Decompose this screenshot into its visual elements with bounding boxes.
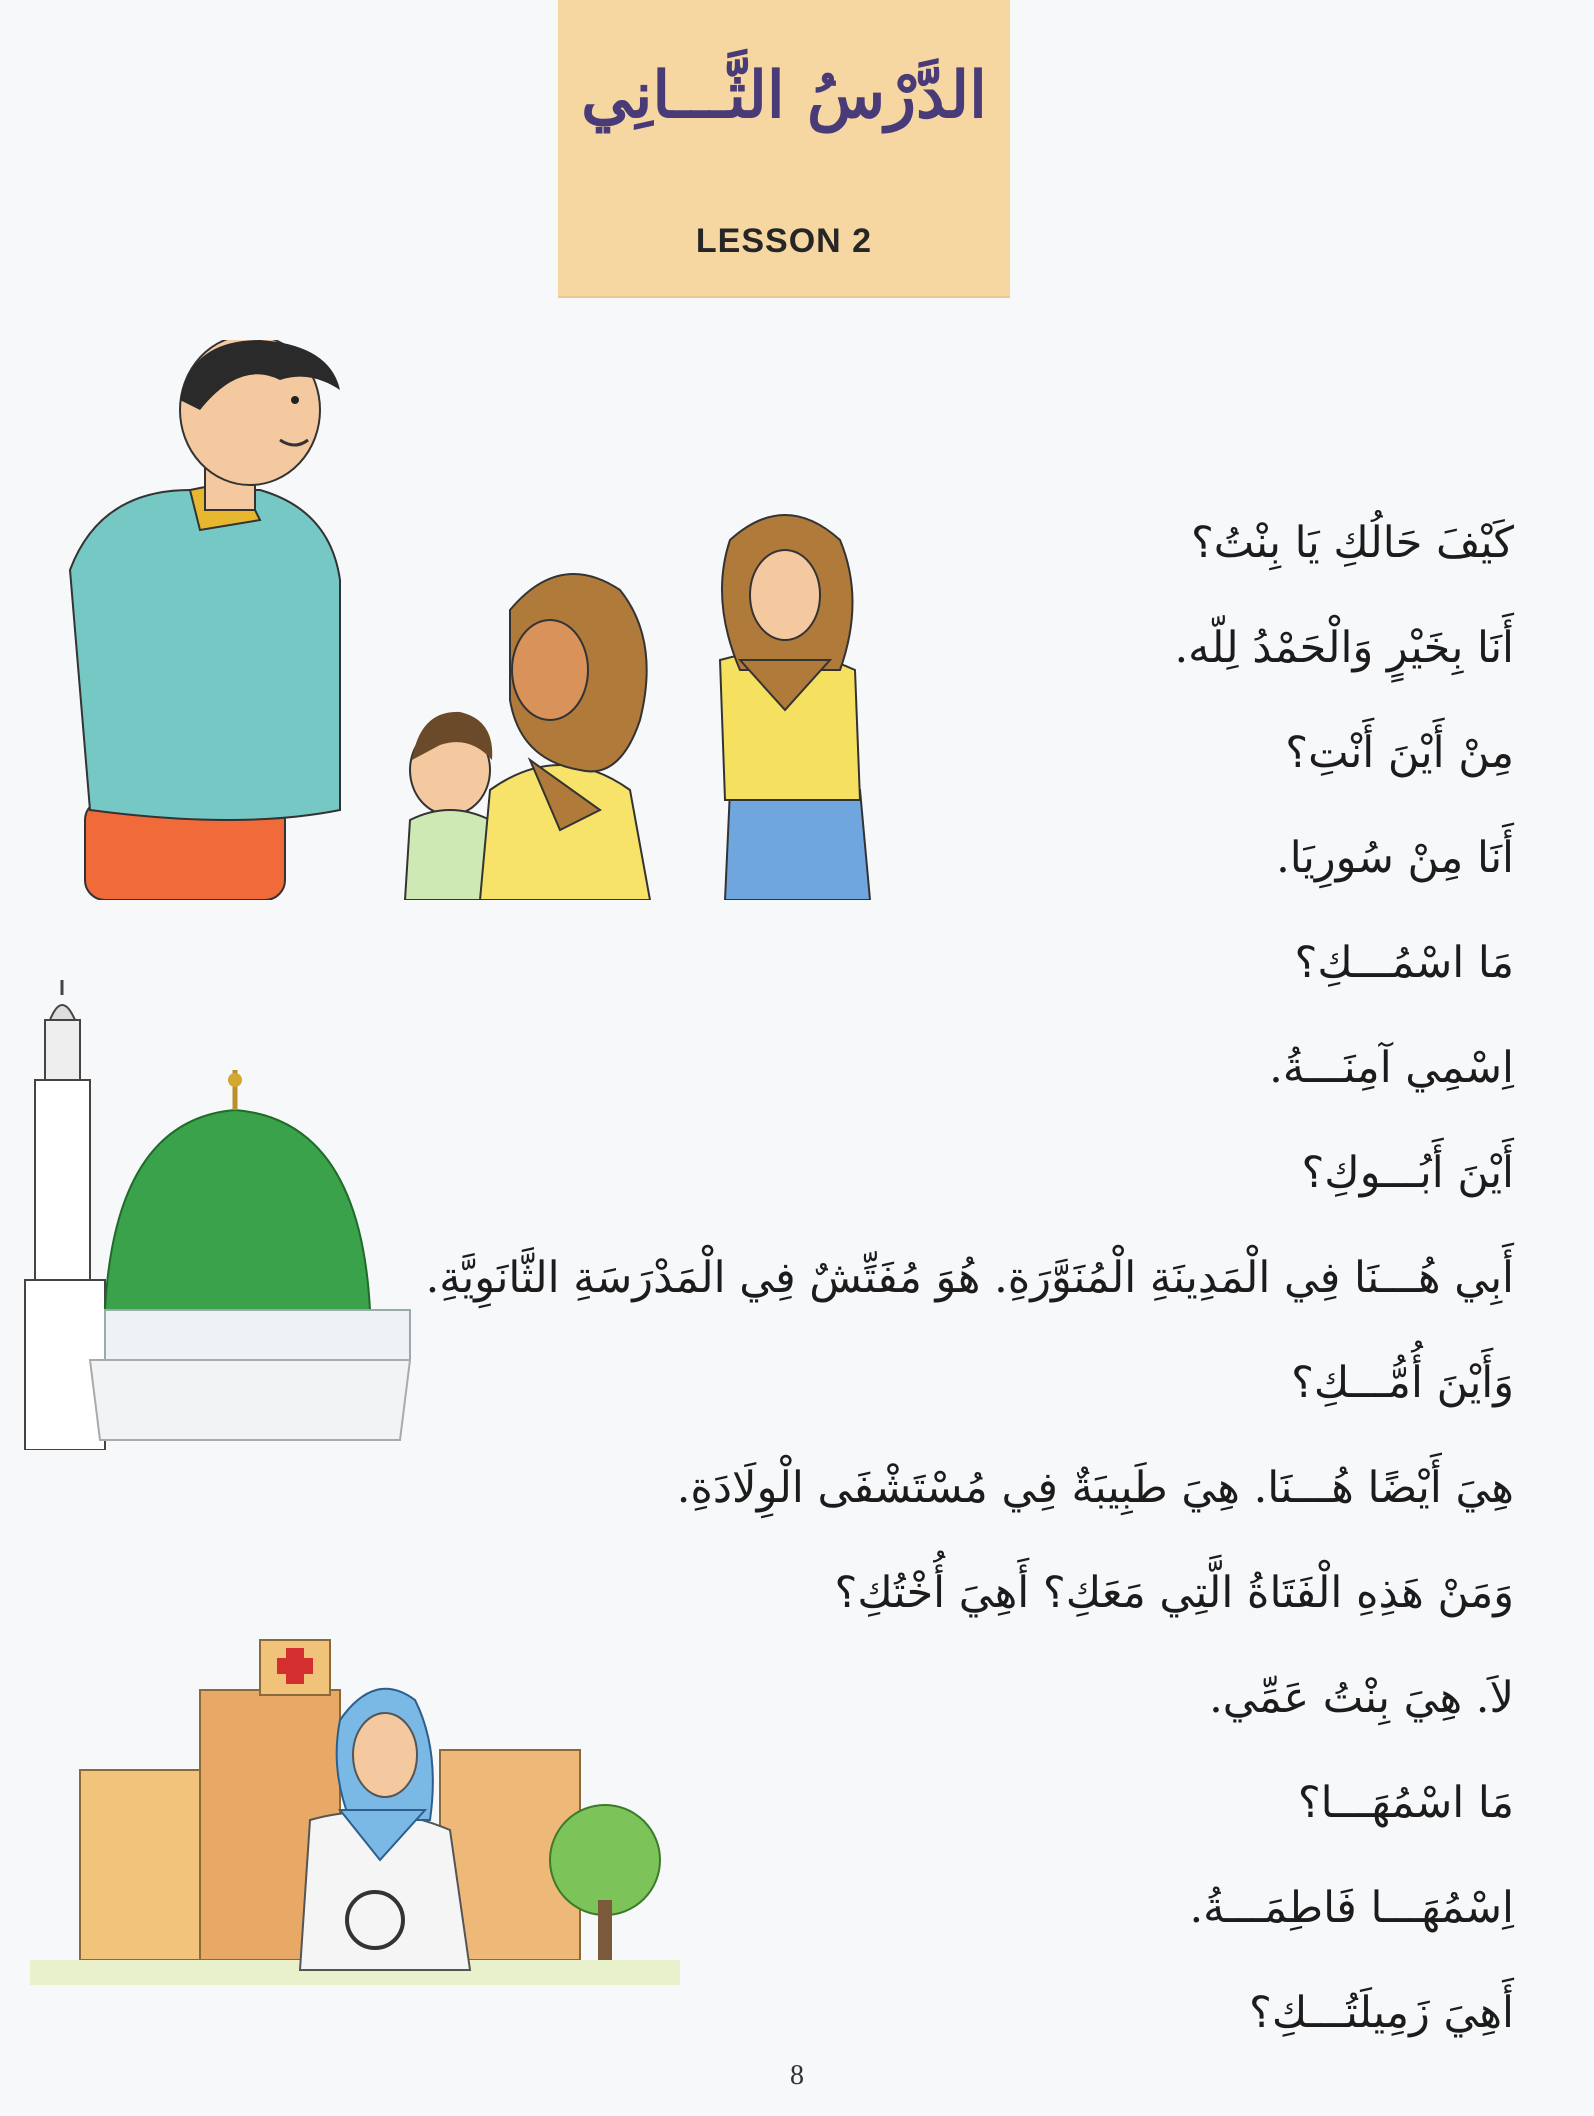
dialogue-line: كَيْفَ حَالُكِ يَا بِنْتُ؟ xyxy=(1190,518,1514,568)
dialogue-line: مِنْ أَيْنَ أَنْتِ؟ xyxy=(1285,728,1514,778)
dialogue-line: اِسْمُهَـــا فَاطِمَـــةُ. xyxy=(1189,1883,1514,1933)
lesson-title-arabic: الدَّرْسُ الثَّـــانِي xyxy=(581,58,987,133)
green-dome xyxy=(90,1070,410,1440)
dialogue-line: أَبِي هُـــنَا فِي الْمَدِينَةِ الْمُنَوَّرَةِ. هُوَ مُفَتِّشٌ فِي الْمَدْرَسَةِ الثَّانَوِيَّةِ. xyxy=(425,1253,1514,1303)
dialogue-line: أَيْنَ أَبُـــوكِ؟ xyxy=(1301,1148,1514,1198)
page-number: 8 xyxy=(790,2060,804,2091)
dialogue-line: وَأَيْنَ أُمُّـــكِ؟ xyxy=(1291,1358,1514,1408)
dialogue-line: اِسْمِي آمِنَـــةُ. xyxy=(1269,1043,1514,1093)
dialogue-line: أَنَا مِنْ سُورِيَا. xyxy=(1276,833,1514,883)
dialogue-line: مَا اسْمُهَـــا؟ xyxy=(1297,1778,1514,1828)
dialogue-line: وَمَنْ هَذِهِ الْفَتَاةُ الَّتِي مَعَكِ؟ أَهِيَ أُخْتُكِ؟ xyxy=(834,1568,1514,1618)
dialogue-line: أَنَا بِخَيْرٍ وَالْحَمْدُ لِلّه. xyxy=(1174,623,1514,673)
dialogue-line: مَا اسْمُـــكِ؟ xyxy=(1294,938,1514,988)
lesson-title-english: LESSON 2 xyxy=(695,222,873,260)
man-figure xyxy=(70,340,340,900)
dialogue-line: لاَ. هِيَ بِنْتُ عَمِّي. xyxy=(1209,1673,1514,1723)
dialogue-line: هِيَ أَيْضًا هُـــنَا. هِيَ طَبِيبَةٌ فِي مُسْتَشْفَى الْوِلَادَةِ. xyxy=(676,1463,1514,1513)
green-dome-mosque-illustration-icon xyxy=(20,980,420,1450)
lesson-title-box xyxy=(558,0,1010,298)
lesson-dialogue xyxy=(426,512,1514,2087)
dialogue-line: أَهِيَ زَمِيلَتُـــكِ؟ xyxy=(1249,1988,1514,2038)
